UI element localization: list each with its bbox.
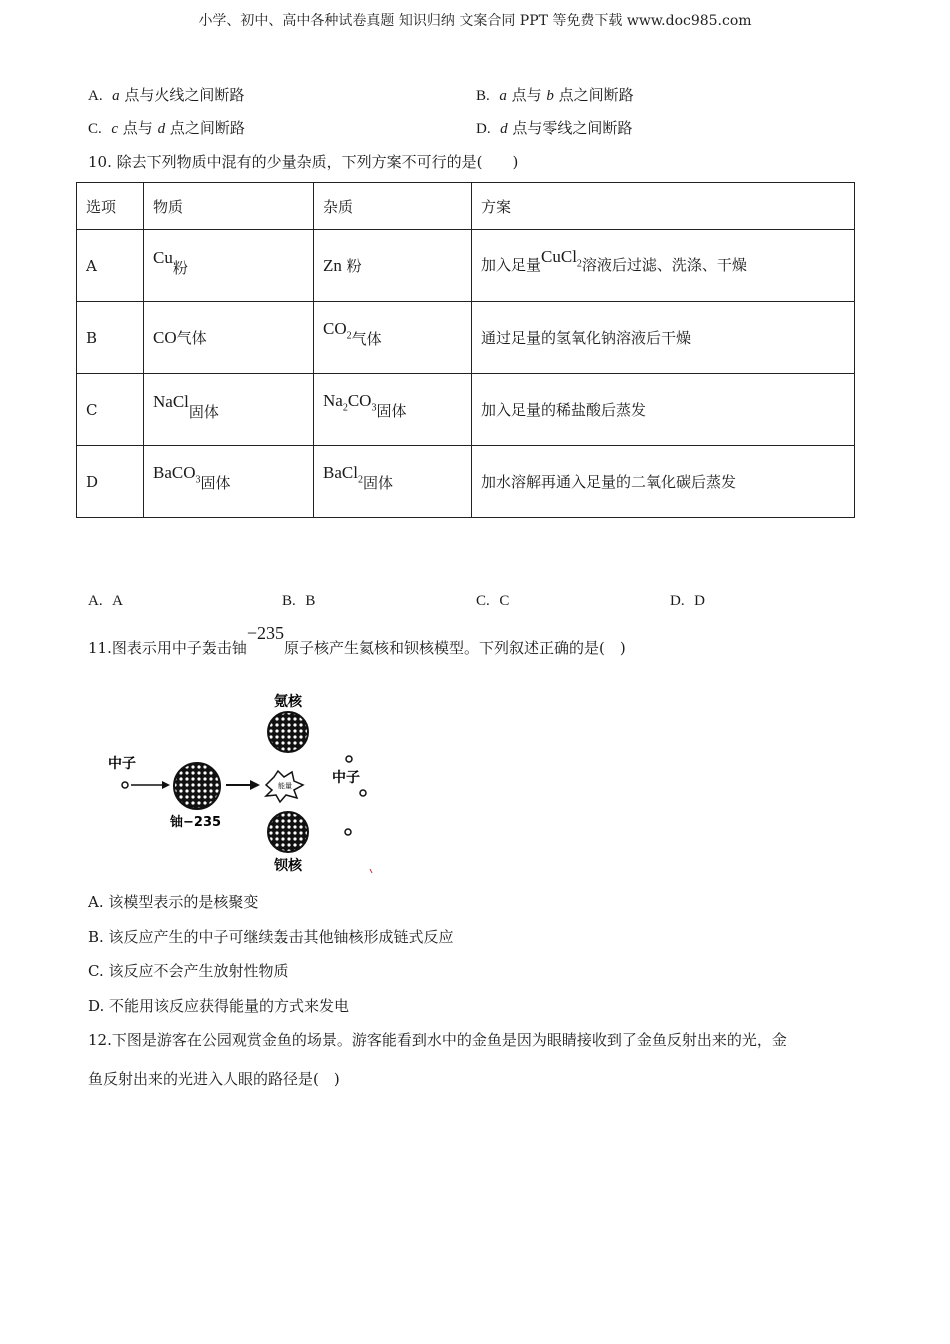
- neutron-label-left: 中子: [108, 756, 136, 772]
- q11-option-a[interactable]: A. 该模型表示的是核聚变: [88, 893, 259, 911]
- header-plan: 方案: [472, 183, 855, 230]
- substance-cell: [144, 374, 314, 446]
- barium-nucleus: [268, 812, 308, 852]
- option-value: C: [499, 593, 510, 609]
- neutron-particle: [345, 829, 351, 835]
- impurity-label: 固体: [362, 473, 393, 492]
- krypton-label: 氪核: [274, 694, 302, 710]
- plan-cell: 加水溶解再通入足量的二氧化碳后蒸发: [472, 446, 855, 518]
- substance-label: 固体: [188, 403, 219, 421]
- arrow-head: [162, 781, 170, 789]
- krypton-nucleus: [268, 712, 308, 752]
- row-option: A: [77, 230, 144, 302]
- option-letter: A.: [88, 593, 103, 609]
- substance-cell: [144, 230, 314, 302]
- arrow-head: [250, 780, 260, 790]
- uranium-label: 铀−235: [170, 815, 222, 830]
- neutron-label-right: 中子: [332, 770, 360, 786]
- substance-formula: NaCl: [153, 392, 189, 411]
- q11-option-d[interactable]: D. 不能用该反应获得能量的方式来发电: [88, 997, 350, 1015]
- impurity-formula: Zn: [323, 256, 342, 275]
- header-substance: 物质: [144, 183, 314, 230]
- plan-post: 溶液后过滤、洗涤、干燥: [581, 255, 747, 274]
- impurity-formula: $Na_2CO_3$: [323, 390, 377, 414]
- q10-choice-a[interactable]: [88, 591, 123, 610]
- table-header-row: [77, 183, 855, 230]
- option-value: B: [305, 593, 316, 609]
- plan-cell: 通过足量的氢氧化钠溶液后干燥: [472, 302, 855, 374]
- table-row: [77, 302, 855, 374]
- plan-formula: CuCl$_2$: [541, 246, 582, 270]
- impurity-label: 粉: [346, 257, 362, 275]
- substance-label: 固体: [200, 473, 231, 492]
- q10-table: [76, 182, 855, 518]
- impurity-cell: [314, 446, 472, 518]
- q9-option-b[interactable]: [476, 84, 634, 105]
- plan-pre: 加入足量: [481, 255, 542, 274]
- header-impurity: 杂质: [314, 183, 472, 230]
- header-option: 选项: [77, 183, 144, 230]
- burst-label: 能量: [278, 782, 292, 790]
- impurity-label: 固体: [376, 401, 407, 420]
- point-var: d: [157, 121, 166, 137]
- substance-formula: CO: [153, 328, 177, 347]
- row-option: B: [77, 302, 144, 374]
- neutron-particle: [346, 756, 352, 762]
- q11-option-c[interactable]: C. 该反应不会产生放射性物质: [88, 962, 289, 980]
- q9-option-c[interactable]: [88, 117, 245, 138]
- option-letter: B.: [476, 88, 490, 104]
- option-text: 点之间断路: [169, 119, 245, 137]
- stem-text: 原子核产生氦核和钡核模型。下列叙述正确的是( ): [284, 639, 626, 657]
- barium-label: 钡核: [274, 858, 302, 874]
- table-row: [77, 230, 855, 302]
- option-text: 点与: [511, 86, 542, 104]
- impurity-cell: [314, 230, 472, 302]
- fission-diagram: [100, 686, 390, 878]
- option-letter: A.: [88, 88, 103, 104]
- substance-label: 粉: [172, 259, 188, 277]
- point-var: a: [112, 88, 120, 104]
- q10-choice-b[interactable]: [282, 591, 315, 610]
- q12-stem-line1: 12.下图是游客在公园观赏金鱼的场景。游客能看到水中的金鱼是因为眼睛接收到了金鱼反射出来的光，金: [88, 1031, 787, 1049]
- substance-cell: [144, 446, 314, 518]
- q11-option-b[interactable]: B. 该反应产生的中子可继续轰击其他铀核形成链式反应: [88, 928, 454, 946]
- q10-choice-c[interactable]: [476, 591, 509, 610]
- substance-label: 气体: [176, 329, 207, 347]
- plan-cell: [472, 230, 855, 302]
- q10-choice-d[interactable]: [670, 591, 705, 610]
- impurity-label: 气体: [351, 329, 382, 348]
- q12-stem-line2: 鱼反射出来的光进入人眼的路径是( ): [88, 1070, 340, 1088]
- substance-cell: [144, 302, 314, 374]
- row-option: D: [77, 446, 144, 518]
- table-row: [77, 446, 855, 518]
- option-letter: C.: [88, 121, 102, 137]
- option-text: 点与零线之间断路: [512, 119, 633, 137]
- stray-mark: [370, 869, 372, 873]
- option-value: D: [694, 593, 705, 609]
- substance-formula: BaCO$_3$: [153, 462, 201, 486]
- point-var: a: [499, 88, 507, 104]
- q9-option-a[interactable]: [88, 84, 244, 105]
- uranium-nucleus: [174, 763, 220, 809]
- row-option: C: [77, 374, 144, 446]
- option-letter: D.: [476, 121, 491, 137]
- option-value: A: [112, 593, 123, 609]
- point-var: d: [500, 121, 508, 137]
- point-var: b: [546, 88, 554, 104]
- option-text: 点与火线之间断路: [124, 86, 245, 104]
- option-text: 点之间断路: [558, 86, 634, 104]
- q10-stem: 10. 除去下列物质中混有的少量杂质，下列方案不可行的是( ): [88, 153, 519, 171]
- impurity-formula: BaCl$_2$: [323, 462, 363, 486]
- plan-cell: 加入足量的稀盐酸后蒸发: [472, 374, 855, 446]
- impurity-cell: [314, 302, 472, 374]
- impurity-formula: $CO_2$: [323, 318, 352, 342]
- impurity-cell: [314, 374, 472, 446]
- option-letter: B.: [282, 593, 296, 609]
- option-letter: C.: [476, 593, 490, 609]
- substance-formula: Cu: [153, 248, 173, 267]
- isotope-number: −235: [246, 623, 285, 643]
- stem-text: 11.图表示用中子轰击铀: [88, 639, 247, 657]
- table-row: [77, 374, 855, 446]
- q11-stem: [88, 623, 626, 658]
- neutron-particle: [122, 782, 128, 788]
- option-text: 点与: [122, 119, 153, 137]
- option-letter: D.: [670, 593, 685, 609]
- point-var: c: [111, 121, 118, 137]
- page-header: 小学、初中、高中各种试卷真题 知识归纳 文案合同 PPT 等免费下载 www.doc985.com: [198, 13, 752, 29]
- neutron-particle: [360, 790, 366, 796]
- q9-option-d[interactable]: [476, 117, 632, 138]
